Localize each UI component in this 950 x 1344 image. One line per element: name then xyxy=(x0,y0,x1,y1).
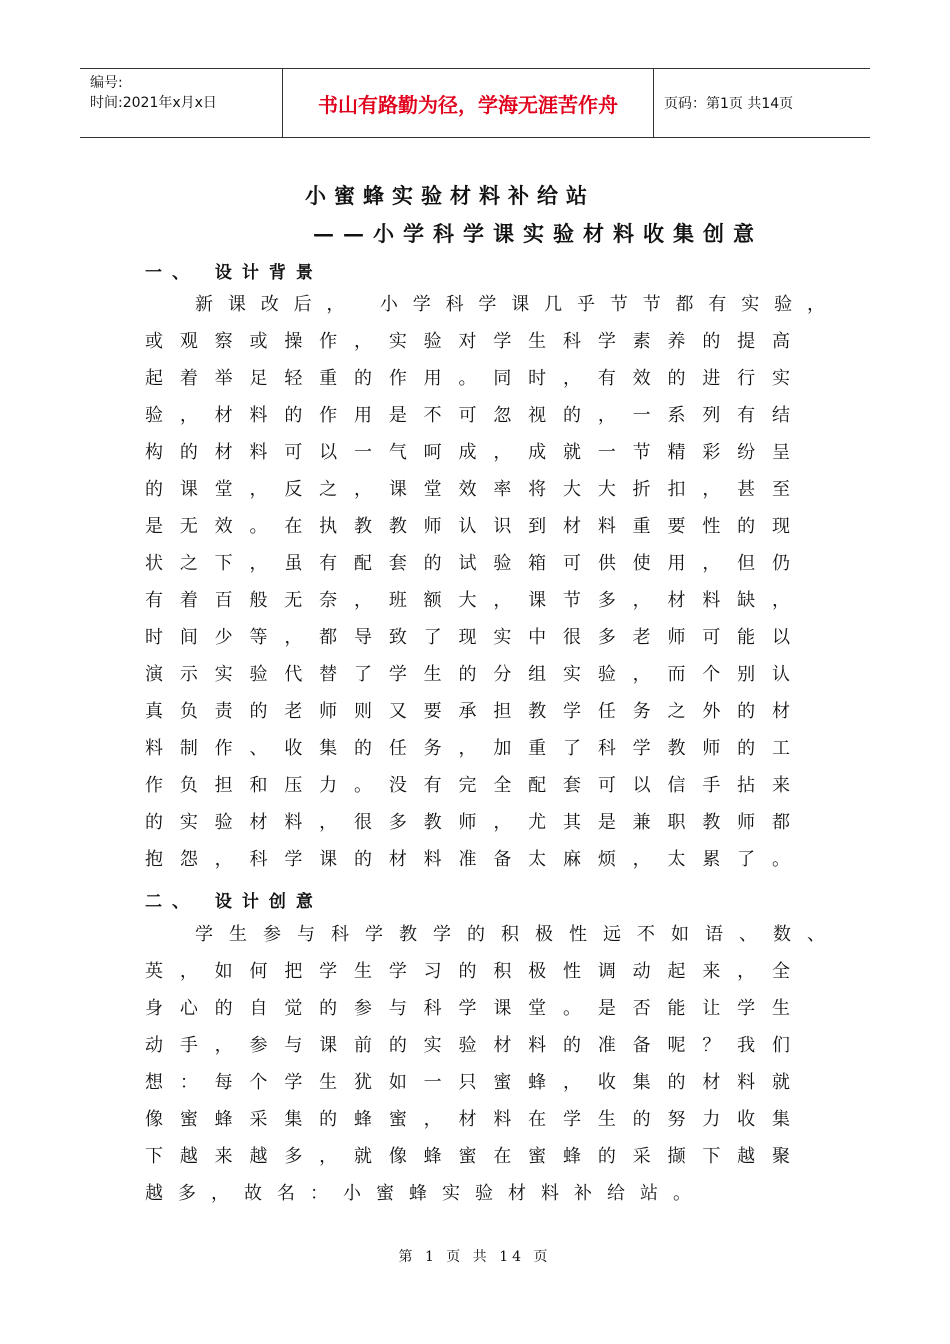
paragraph-line: 抱怨，科学课的材料准备太麻烦，太累了。 xyxy=(145,849,790,870)
paragraph-line: 时间少等，都导致了现实中很多老师可能以 xyxy=(145,627,790,648)
paragraph-line: 或观察或操作，实验对学生科学素养的提高 xyxy=(145,331,790,352)
header-page-info: 页码：第1页 共14页 xyxy=(664,96,794,112)
paragraph-line: 构的材料可以一气呵成，成就一节精彩纷呈 xyxy=(145,442,790,463)
paragraph-line: 起着举足轻重的作用。同时，有效的进行实 xyxy=(145,368,790,389)
paragraph-line: 是无效。在执教教师认识到材料重要性的现 xyxy=(145,516,790,537)
paragraph-line: 真负责的老师则又要承担教学任务之外的材 xyxy=(145,701,790,722)
header-info-cell xyxy=(80,69,282,137)
paragraph-line: 越多，故名：小蜜蜂实验材料补给站。 xyxy=(145,1183,706,1204)
paragraph-line: 像蜜蜂采集的蜂蜜，材料在学生的努力收集 xyxy=(145,1109,790,1130)
section-heading-idea: 二、 设计创意 xyxy=(145,892,323,912)
paragraph-line: 演示实验代替了学生的分组实验，而个别认 xyxy=(145,664,790,685)
paragraph-line: 下越来越多，就像蜂蜜在蜜蜂的采撷下越聚 xyxy=(145,1146,790,1167)
document-time-label: 时间:2021年x月x日 xyxy=(90,95,217,111)
paragraph-line: 料制作、收集的任务，加重了科学教师的工 xyxy=(145,738,790,759)
section-heading-background: 一、 设计背景 xyxy=(145,263,323,283)
document-subtitle: ——小学科学课实验材料收集创意 xyxy=(313,221,763,246)
paragraph-line: 有着百般无奈，班额大，课节多，材料缺， xyxy=(145,590,790,611)
paragraph-line: 验，材料的作用是不可忽视的，一系列有结 xyxy=(145,405,790,426)
paragraph-line: 学生参与科学教学的积极性远不如语、数、 xyxy=(195,924,825,945)
paragraph-line: 动手，参与课前的实验材料的准备呢？我们 xyxy=(145,1035,790,1056)
page-header xyxy=(80,68,870,138)
document-title: 小蜜蜂实验材料补给站 xyxy=(305,183,595,208)
page-footer: 第 1 页 共 14 页 xyxy=(398,1249,552,1265)
paragraph-line: 作负担和压力。没有完全配套可以信手拈来 xyxy=(145,775,790,796)
paragraph-line: 想：每个学生犹如一只蜜蜂，收集的材料就 xyxy=(145,1072,790,1093)
document-number-label: 编号: xyxy=(90,75,123,91)
paragraph-line: 身心的自觉的参与科学课堂。是否能让学生 xyxy=(145,998,790,1019)
header-motto: 书山有路勤为径，学海无涯苦作舟 xyxy=(282,69,654,137)
paragraph-line: 状之下，虽有配套的试验箱可供使用，但仍 xyxy=(145,553,790,574)
paragraph-line: 英，如何把学生学习的积极性调动起来，全 xyxy=(145,961,790,982)
paragraph-line: 的实验材料，很多教师，尤其是兼职教师都 xyxy=(145,812,790,833)
paragraph-line: 的课堂，反之，课堂效率将大大折扣，甚至 xyxy=(145,479,790,500)
paragraph-line: 新课改后， 小学科学课几乎节节都有实验， xyxy=(195,294,825,315)
